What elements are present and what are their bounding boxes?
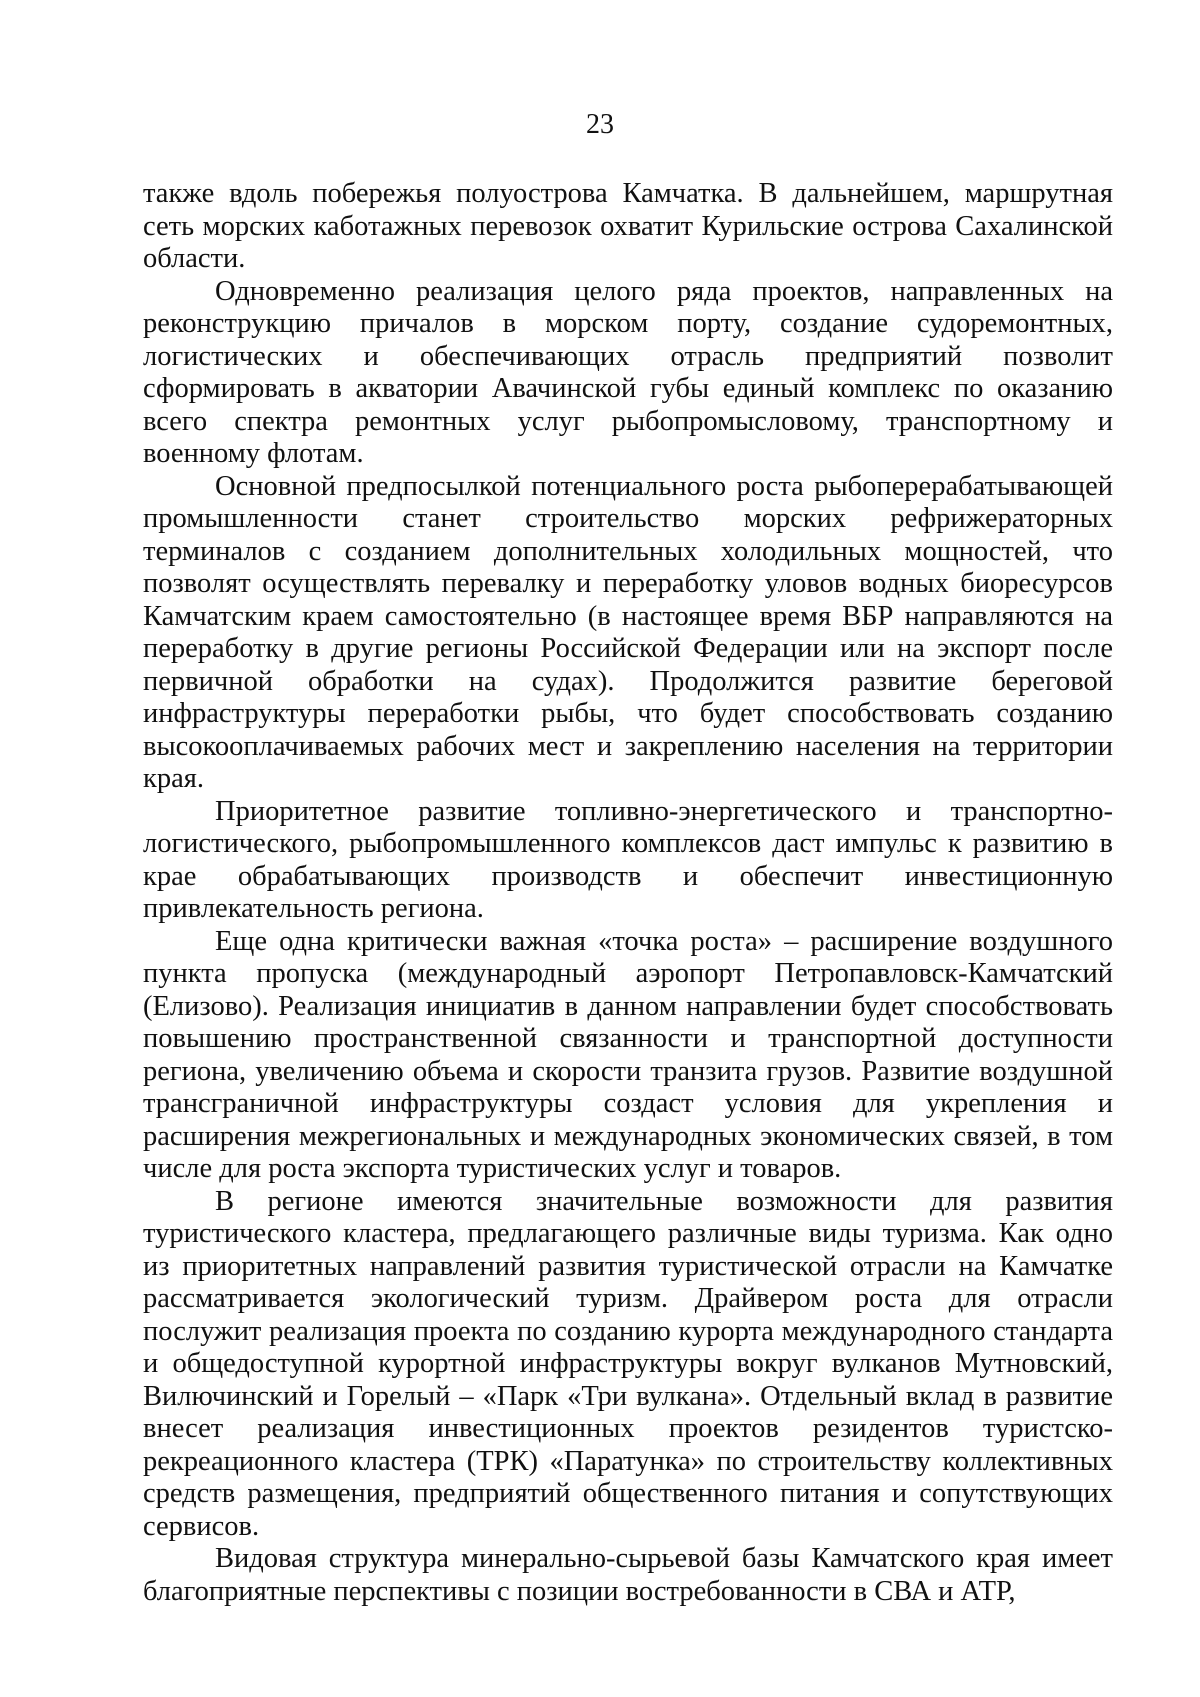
paragraph-ship-repair-complex: Одновременно реализация целого ряда проектов, направленных на реконструкцию причалов в морском порту, создание судоремонтных, логистических и обеспечивающих отрасль предприятий позволит сформировать в акватории Авачинской губы единый комплекс по оказанию всего спектра ремонтных услуг рыбопромысловому, транспортному и военному флотам.	[143, 275, 1113, 469]
document-body	[143, 178, 1113, 1608]
page-number: 23	[586, 109, 614, 140]
paragraph-mineral-resources: Видовая структура минерально-сырьевой базы Камчатского края имеет благоприятные перспективы с позиции востребованности в СВА и АТР,	[143, 1543, 1113, 1607]
paragraph-fish-processing: Основной предпосылкой потенциального роста рыбоперерабатывающей промышленности станет строительство морских рефрижераторных терминалов с созданием дополнительных холодильных мощностей, что позволят осуществлять перевалку и переработку уловов водных биоресурсов Камчатским краем самостоятельно (в настоящее время ВБР направляются на переработку в другие регионы Российской Федерации или на экспорт после первичной обработки на судах). Продолжится развитие береговой инфраструктуры переработки рыбы, что будет способствовать созданию высокооплачиваемых рабочих мест и закреплению населения на территории края.	[143, 470, 1113, 794]
paragraph-airport-checkpoint: Еще одна критически важная «точка роста» – расширение воздушного пункта пропуска (международный аэропорт Петропавловск-Камчатский (Елизово). Реализация инициатив в данном направлении будет способствовать повышению пространственной связанности и транспортной доступности региона, увеличению объема и скорости транзита грузов. Развитие воздушной трансграничной инфраструктуры создаст условия для укрепления и расширения межрегиональных и международных экономических связей, в том числе для роста экспорта туристических услуг и товаров.	[143, 925, 1113, 1184]
paragraph-tourism-cluster: В регионе имеются значительные возможности для развития туристического кластера, предлагающего различные виды туризма. Как одно из приоритетных направлений развития туристической отрасли на Камчатке рассматривается экологический туризм. Драйвером роста для отрасли послужит реализация проекта по созданию курорта международного стандарта и общедоступной курортной инфраструктуры вокруг вулканов Мутновский, Вилючинский и Горелый – «Парк «Три вулкана». Отдельный вклад в развитие внесет реализация инвестиционных проектов резидентов туристско-рекреационного кластера (ТРК) «Паратунка» по строительству коллективных средств размещения, предприятий общественного питания и сопутствующих сервисов.	[143, 1185, 1113, 1542]
paragraph-coastal-shipping: также вдоль побережья полуострова Камчатка. В дальнейшем, маршрутная сеть морских каботажных перевозок охватит Курильские острова Сахалинской области.	[143, 178, 1113, 274]
paragraph-priority-development: Приоритетное развитие топливно-энергетического и транспортно-логистического, рыбопромышленного комплексов даст импульс к развитию в крае обрабатывающих производств и обеспечит инвестиционную привлекательность региона.	[143, 795, 1113, 924]
